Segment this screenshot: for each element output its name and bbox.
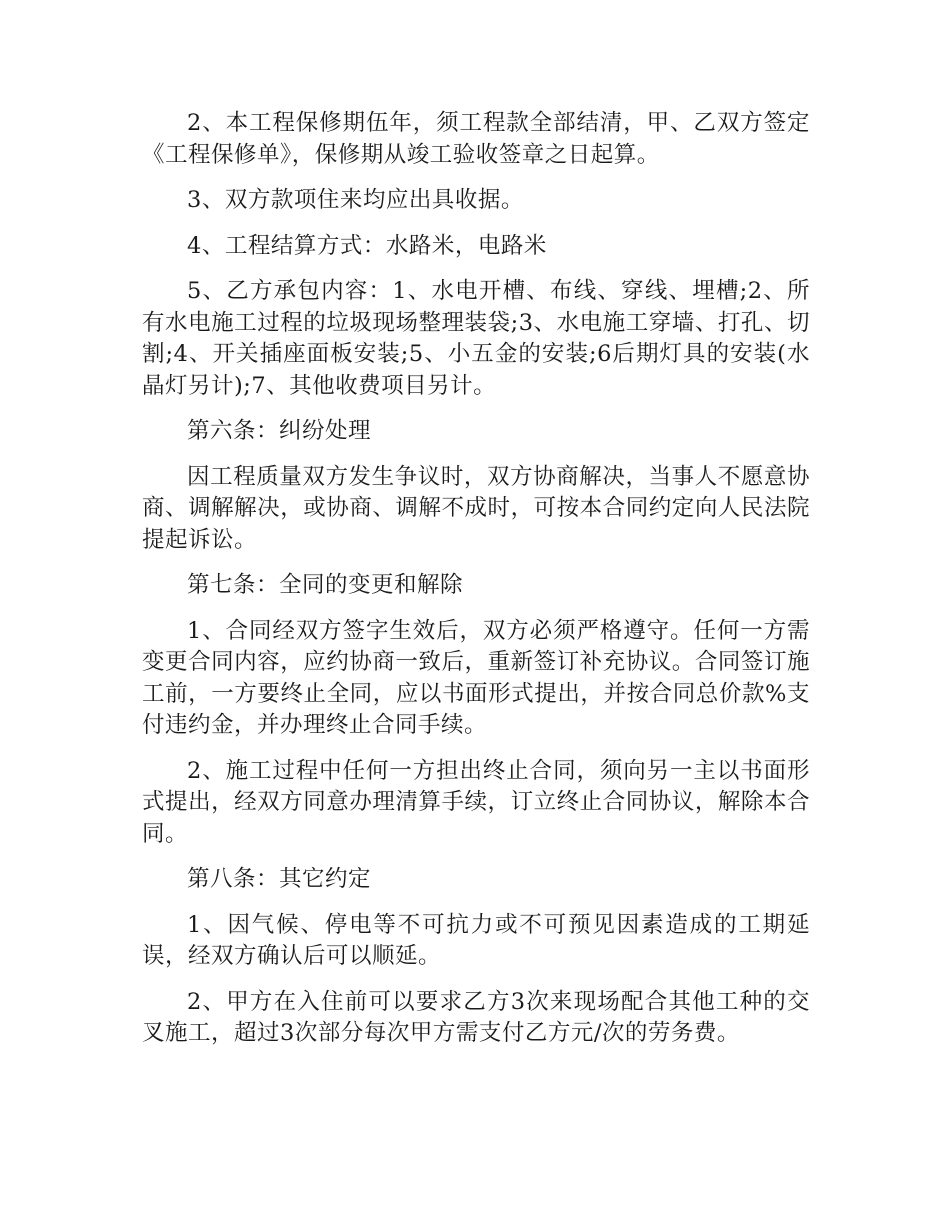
paragraph-other-1: 1、因气候、停电等不可抗力或不可预见因素造成的工期延误，经双方确认后可以顺延。	[142, 911, 810, 969]
paragraph-other-2: 2、甲方在入住前可以要求乙方3次来现场配合其他工种的交叉施工，超过3次部分每次甲方需支付乙方元/次的劳务费。	[142, 988, 810, 1046]
heading-article-6: 第六条：纠纷处理	[187, 418, 372, 444]
document-page	[142, 108, 810, 1064]
paragraph-warranty: 2、本工程保修期伍年，须工程款全部结清，甲、乙双方签定《工程保修单》，保修期从竣工验收签章之日起算。	[142, 110, 810, 168]
heading-article-7: 第七条：全同的变更和解除	[187, 572, 464, 598]
paragraph-change-2: 2、施工过程中任何一方担出终止合同，须向另一主以书面形式提出，经双方同意办理清算手续，订立终止合同协议，解除本合同。	[142, 757, 810, 847]
heading-article-8: 第八条：其它约定	[187, 866, 372, 892]
paragraph-receipts: 3、双方款项住来均应出具收据。	[187, 187, 524, 213]
paragraph-settlement: 4、工程结算方式：水路米，电路米	[187, 232, 547, 259]
paragraph-change-1: 1、合同经双方签字生效后，双方必须严格遵守。任何一方需变更合同内容，应约协商一致后，重新签订补充协议。合同签订施工前，一方要终止全同，应以书面形式提出，并按合同总价款%支付违约金，并办理终止合同手续。	[142, 617, 810, 738]
paragraph-scope: 5、乙方承包内容：1、水电开槽、布线、穿线、埋槽;2、所有水电施工过程的垃圾现场整理装袋;3、水电施工穿墙、打孔、切割;4、开关插座面板安装;5、小五金的安装;6后期灯具的安装(水晶灯另计);7、其他收费项目另计。	[142, 278, 810, 399]
paragraph-dispute: 因工程质量双方发生争议时，双方协商解决，当事人不愿意协商、调解解决，或协商、调解不成时，可按本合同约定向人民法院提起诉讼。	[142, 463, 810, 553]
